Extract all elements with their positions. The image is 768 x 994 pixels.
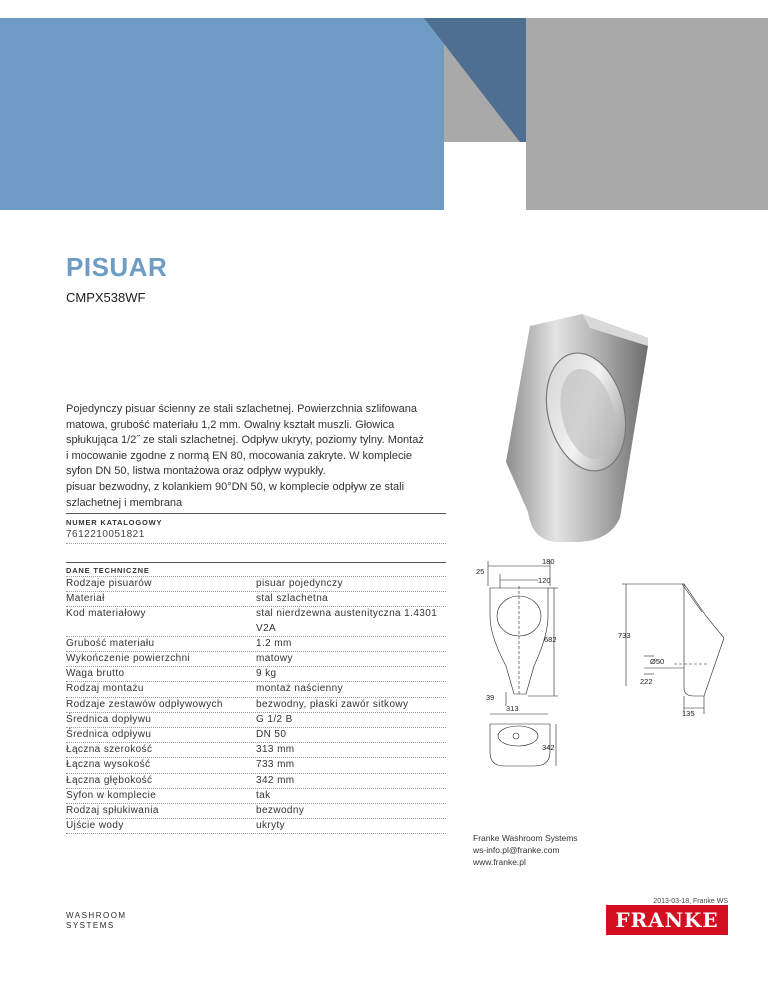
spec-label: Średnica dopływu [66, 713, 152, 725]
spec-row [66, 819, 446, 834]
spec-label: Łączna szerokość [66, 744, 153, 756]
washroom-line: WASHROOM [66, 911, 127, 920]
spec-value: 733 mm [256, 759, 295, 771]
product-description [66, 402, 448, 511]
description-line: i mocowanie zgodne z normą EN 80, mocowania zakryte. W komplecie [66, 449, 413, 462]
spec-label: Rodzaje pisuarów [66, 578, 152, 589]
spec-label: Średnica odpływu [66, 729, 152, 741]
spec-row [66, 592, 446, 607]
spec-label: Waga brutto [66, 668, 125, 680]
spec-row [66, 758, 446, 773]
dimension-label: 682 [544, 635, 557, 644]
dimension-label: 120 [538, 576, 551, 585]
spec-row [66, 728, 446, 743]
spec-value: 342 mm [256, 774, 295, 786]
spec-value: G 1/2 B [256, 713, 293, 725]
side-view-outline [684, 584, 724, 696]
description-line: Pojedynczy pisuar ścienny ze stali szlachetnej. Powierzchnia szlifowana [66, 403, 417, 415]
spec-value [256, 607, 446, 635]
email-link[interactable]: ws-info.pl@franke.com [473, 845, 560, 855]
spec-value: pisuar pojedynczy [256, 578, 343, 589]
dimension-label: 180 [542, 557, 555, 566]
divider [66, 543, 446, 544]
spec-row [66, 743, 446, 758]
spec-value: DN 50 [256, 729, 287, 741]
dimension-label: 39 [486, 693, 495, 702]
spec-row [66, 637, 446, 652]
spec-label: Ujście wody [66, 820, 124, 832]
dimension-label: 25 [476, 567, 485, 576]
header-banner [0, 0, 768, 210]
dimension-label: 733 [618, 631, 631, 640]
spec-row [66, 804, 446, 819]
spec-label: Materiał [66, 593, 105, 605]
spec-value: tak [256, 789, 271, 801]
spec-value: 9 kg [256, 668, 277, 680]
spec-label: Rodzaj montażu [66, 683, 144, 695]
spec-label: Rodzaj spłukiwania [66, 805, 159, 817]
spec-row [66, 667, 446, 682]
company-name: Franke Washroom Systems [473, 833, 578, 843]
spec-value: ukryty [256, 820, 286, 832]
divider [66, 562, 446, 563]
catalog-label: NUMER KATALOGOWY [66, 518, 163, 527]
document-date: 2013-03-18, Franke WS [653, 898, 728, 905]
bottom-view-bowl [498, 726, 538, 746]
dimension-label: 222 [640, 677, 653, 686]
spec-value: matowy [256, 653, 293, 665]
spec-row [66, 789, 446, 804]
divider [66, 513, 446, 514]
specs-table [66, 577, 446, 834]
technical-drawing [468, 556, 730, 786]
catalog-number: 7612210051821 [66, 529, 145, 540]
spec-label: Łączna wysokość [66, 759, 151, 771]
spec-value: bezwodny, płaski zawór sitkowy [256, 698, 409, 710]
spec-value: montaż naścienny [256, 683, 344, 695]
franke-logo-text: FRANKE [615, 908, 719, 932]
spec-row [66, 607, 446, 636]
spec-row [66, 774, 446, 789]
description-line: syfon DN 50, listwa montażowa oraz odpływ wypukły. [66, 465, 326, 478]
description-line: pisuar bezwodny, z kolankiem 90°DN 50, w komplecie odpływ ze stali [66, 480, 405, 493]
spec-label: Kod materiałowy [66, 608, 146, 620]
spec-value: 313 mm [256, 744, 295, 756]
contact-info [473, 832, 578, 868]
dimension-label: 135 [682, 709, 695, 718]
spec-value: bezwodny [256, 805, 305, 817]
spec-row [66, 713, 446, 728]
description-line: szlachetnej i membrana [66, 496, 183, 509]
header-white-notch [444, 142, 526, 210]
product-image [470, 312, 652, 544]
washroom-systems-label [66, 911, 127, 931]
spec-row [66, 577, 446, 592]
spec-value: 1.2 mm [256, 637, 292, 649]
dimension-label: 313 [506, 704, 519, 713]
dimension-label: Ø50 [650, 657, 665, 666]
spec-value-line: stal nierdzewna austenityczna 1.4301 [256, 608, 438, 620]
spec-label: Syfon w komplecie [66, 789, 157, 801]
description-line: matowa, grubość materiału 1,2 mm. Owalny kształt muszli. Głowica [66, 418, 395, 431]
spec-label: Rodzaje zestawów odpływowych [66, 698, 223, 710]
spec-label: Wykończenie powierzchni [66, 653, 191, 665]
spec-label: Grubość materiału [66, 637, 155, 649]
bottom-view-outline [490, 724, 550, 766]
spec-row [66, 698, 446, 713]
spec-row [66, 682, 446, 697]
side-view-edge [682, 584, 702, 612]
franke-logo [606, 905, 728, 935]
washroom-line: SYSTEMS [66, 921, 115, 930]
website-link[interactable]: www.franke.pl [473, 857, 526, 867]
spec-value: stal szlachetna [256, 593, 329, 605]
spec-value-line: V2A [256, 622, 277, 634]
description-line: spłukująca 1/2˝ ze stali szlachetnej. Odpływ ukryty, poziomy tylny. Montaż [66, 434, 424, 447]
dimension-label: 342 [542, 743, 555, 752]
page-title: PISUAR [66, 252, 168, 282]
spec-row [66, 652, 446, 667]
specs-label: DANE TECHNICZNE [66, 566, 150, 575]
bottom-view-drain [513, 733, 519, 739]
spec-label: Łączna głębokość [66, 774, 153, 786]
model-number: CMPX538WF [66, 290, 146, 305]
